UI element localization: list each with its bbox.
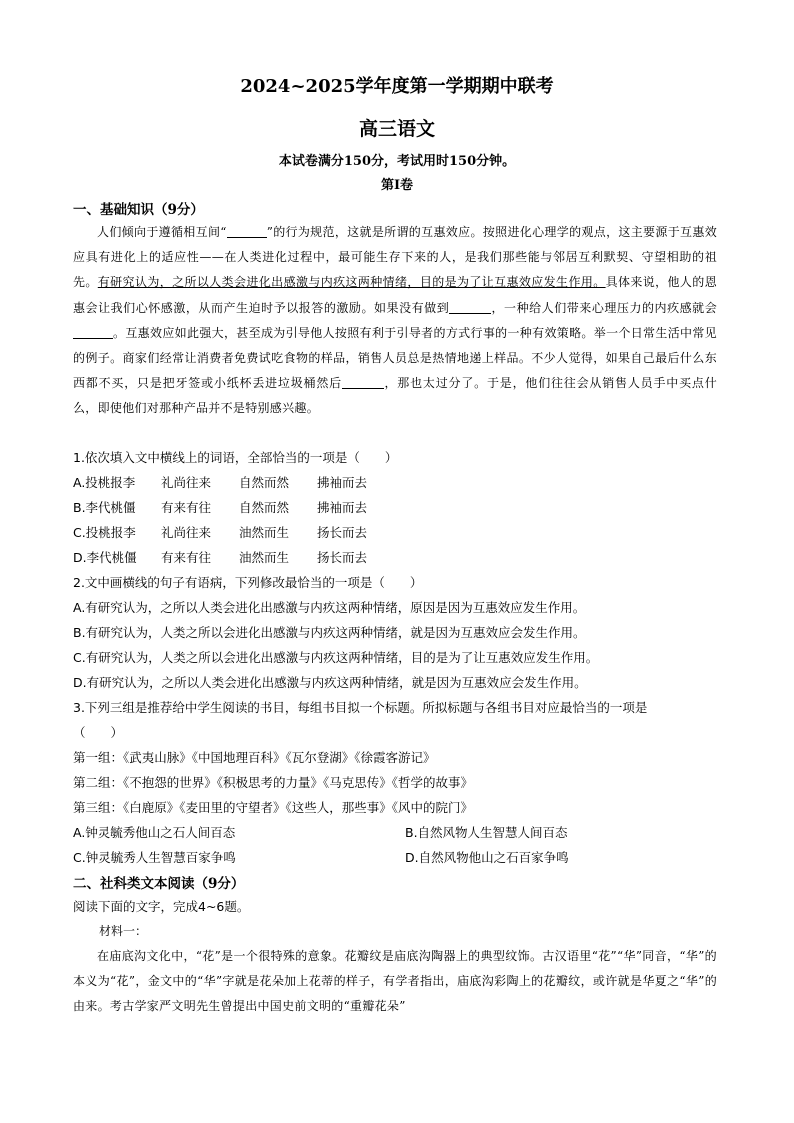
q3-group-3: 第三组：《白鹿原》《麦田里的守望者》《这些人，那些事》《风中的院门》 bbox=[73, 800, 474, 815]
q1-option-c: C.投桃报李 礼尚往来 油然而生 扬长而去 bbox=[73, 525, 368, 540]
blank-3 bbox=[73, 326, 113, 339]
q1-option-a: A.投桃报李 礼尚往来 自然而然 拂袖而去 bbox=[73, 475, 368, 490]
q3-option-d: D.自然风物他山之石百家争鸣 bbox=[405, 850, 569, 865]
q2-option-d: D.有研究认为，之所以人类会进化出感激与内疚这两种情绪，就是因为互惠效应会发生作用。 bbox=[73, 675, 587, 690]
blank-1 bbox=[227, 225, 267, 238]
underlined-sentence: 有研究认为，之所以人类会进化出感激与内疚这两种情绪，目的是为了让互惠效应发生作用。 bbox=[97, 275, 606, 290]
q2-stem: 2.文中画横线的句子有语病，下列修改最恰当的一项是（ ） bbox=[73, 575, 423, 590]
q3-group-1: 第一组：《武夷山脉》《中国地理百科》《瓦尔登湖》《徐霞客游记》 bbox=[73, 750, 436, 765]
q2-option-b: B.有研究认为，人类之所以会进化出感激与内疚这两种情绪，就是因为互惠效应会发生作用。 bbox=[73, 625, 586, 640]
q1-stem: 1.依次填入文中横线上的词语，全部恰当的一项是（ ） bbox=[73, 450, 398, 465]
section2-heading: 二、社科类文本阅读（9分） bbox=[73, 876, 245, 892]
section2-instruction: 阅读下面的文字，完成4~6题。 bbox=[73, 899, 250, 914]
q3-option-a: A.钟灵毓秀他山之石人间百态 bbox=[73, 825, 236, 840]
score-note: 本试卷满分150分，考试用时150分钟。 bbox=[278, 154, 516, 169]
volume-label: 第Ⅰ卷 bbox=[380, 178, 414, 193]
blank-2 bbox=[449, 301, 491, 314]
section1-passage: 人们倾向于遵循相互间“ ”的行为规范，这就是所谓的互惠效应。按照进化心理学的观点，这主要源于互惠效应具有进化上的适应性——在人类进化过程中，最可能生存下来的人，是我们那些能与邻居互利默契、守望相助的祖先。有研究认为，之所以人类会进化出感激与内疚这两种情绪，目的是为了让互惠效应发生作用。具体来说，他人的恩惠会让我们心怀感激，从而产生迫时予以报答的激励。如果没有做到 ，一种给人们带来心理压力的内疚感就会。互惠效应如此强大，甚至成为引导他人按照有利于引导者的方式行事的一种有效策略。举一个日常生活中常见的例子。商家们经常让消费者免费试吃食物的样品，销售人员总是热情地递上样品。不少人觉得，如果自己最后什么东西都不买，只是把牙签或小纸杯丢进垃圾桶然后 ，那也太过分了。于是，他们往往会从销售人员手中买点什么，即使他们对那种产品并不是特别感兴趣。 bbox=[73, 225, 717, 416]
q3-option-b: B.自然风物人生智慧人间百态 bbox=[405, 825, 568, 840]
q3-option-c: C.钟灵毓秀人生智慧百家争鸣 bbox=[73, 850, 236, 865]
q1-option-b: B.李代桃僵 有来有往 自然而然 拂袖而去 bbox=[73, 500, 368, 515]
q3-group-2: 第二组：《不抱怨的世界》《积极思考的力量》《马克思传》《哲学的故事》 bbox=[73, 775, 474, 790]
subject-title: 高三语文 bbox=[358, 118, 435, 140]
q3-stem-continued: （ ） bbox=[73, 725, 124, 740]
q3-stem: 3.下列三组是推荐给中学生阅读的书目，每组书目拟一个标题。所拟标题与各组书目对应最恰当的一项是 bbox=[73, 700, 648, 715]
q2-option-c: C.有研究认为，人类之所以会进化出感激与内疚这两种情绪，目的是为了让互惠效应发生作用。 bbox=[73, 650, 599, 665]
material-1-text: 在庙底沟文化中，“花”是一个很特殊的意象。花瓣纹是庙底沟陶器上的典型纹饰。古汉语里“花”“华”同音，“华”的本义为“花”，金文中的“华”字就是花朵加上花蒂的样子，有学者指出，庙底沟彩陶上的花瓣纹，或许就是华夏之“华”的由来。考古学家严文明先生曾提出中国史前文明的“重瓣花朵” bbox=[73, 949, 717, 1014]
blank-4 bbox=[342, 376, 384, 389]
exam-title: 2024~2025学年度第一学期期中联考 bbox=[240, 76, 554, 97]
section1-heading: 一、基础知识（9分） bbox=[73, 202, 204, 218]
q2-option-a: A.有研究认为，之所以人类会进化出感激与内疚这两种情绪，原因是因为互惠效应发生作用。 bbox=[73, 600, 586, 615]
q1-option-d: D.李代桃僵 有来有往 油然而生 扬长而去 bbox=[73, 550, 368, 565]
material-label: 材料一： bbox=[99, 924, 148, 938]
